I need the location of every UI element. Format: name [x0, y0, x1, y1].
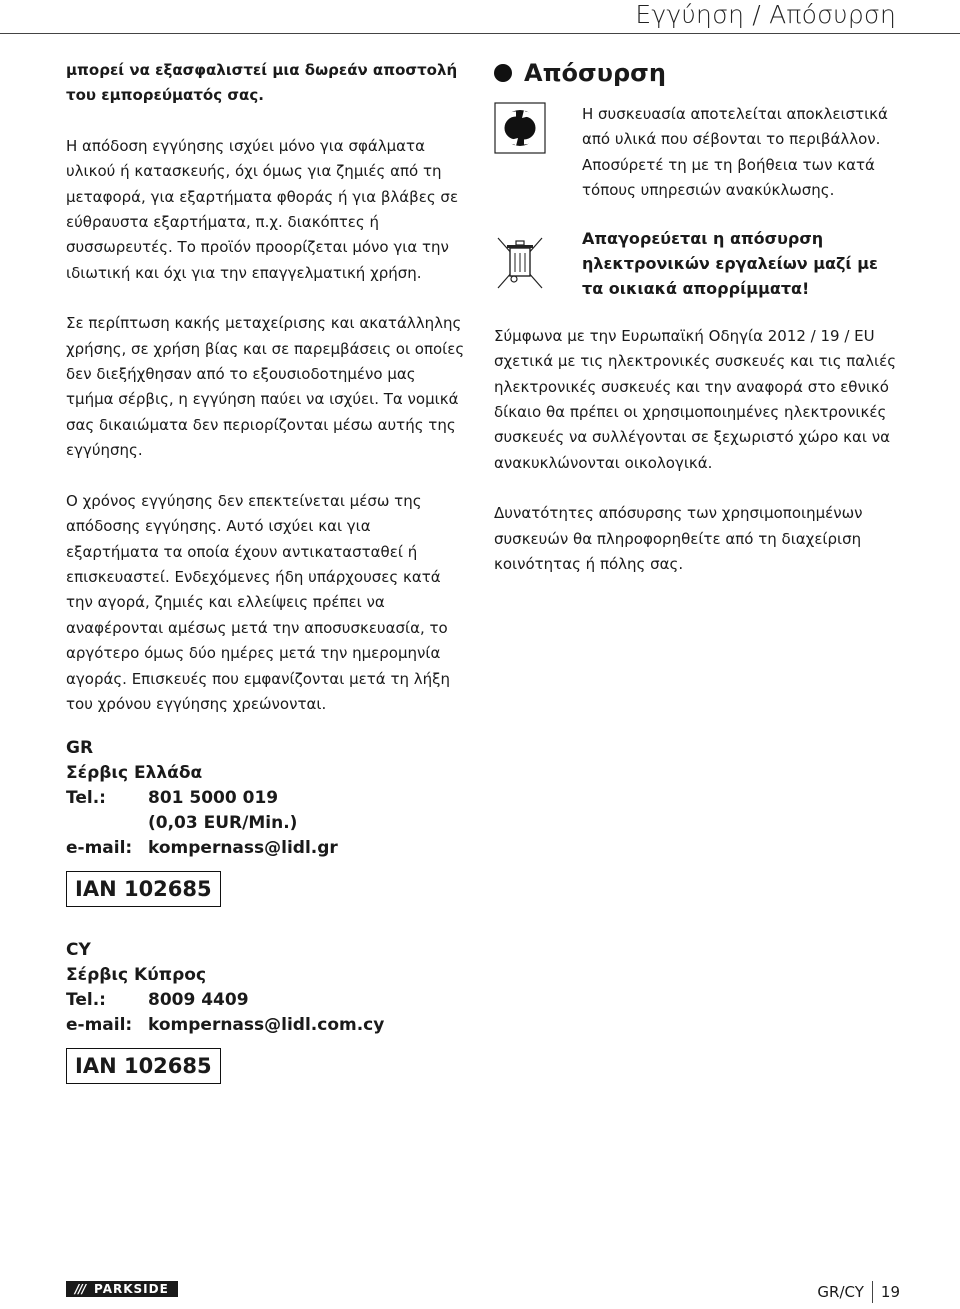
service-name: Σέρβις Κύπρος	[66, 965, 207, 985]
service-contact-cy	[66, 938, 426, 1084]
page-header-title: Εγγύηση / Απόσυρση	[635, 0, 896, 29]
heading-bullet-icon	[494, 64, 512, 82]
tel-value: 801 5000 019	[148, 788, 279, 808]
page-info	[817, 1281, 900, 1303]
service-name: Σέρβις Ελλάδα	[66, 763, 203, 783]
ian-number-box: IAN 102685	[66, 871, 221, 907]
email-value: kompernass@lidl.com.cy	[148, 1015, 385, 1035]
warranty-paragraph: μπορεί να εξασφαλιστεί μια δωρεάν αποστολή του εμπορεύματός σας.	[66, 61, 458, 105]
packaging-text: Η συσκευασία αποτελείται αποκλειστικά από υλικά που σέβονται το περιβάλλον. Αποσύρετέ τη με τη βοήθεια των κατά τόπους υπηρεσιών ανακύκλωσης.	[582, 105, 888, 200]
disposal-heading	[494, 58, 904, 88]
brand-logo: /// PARKSIDE	[66, 1281, 178, 1297]
warranty-paragraph: Ο χρόνος εγγύησης δεν επεκτείνεται μέσω της απόδοσης εγγύησης. Αυτό ισχύει και για εξαρτήματα τα οποία έχουν αντικατασταθεί ή επισκευαστεί. Ενδεχόμενες ήδη υπάρχουσες κατά την αγορά, ζημιές και ελλείψεις πρέπει να αναφέρονται αμέσως μετά την αποσυσκευασία, το αργότερο όμως δύο ημέρες μετά την ημερομηνία αγοράς. Επισκευές που εμφανίζονται μετά τη λήξη του χρόνου εγγύησης χρεώνονται.	[66, 491, 451, 713]
brand-name: PARKSIDE	[94, 1282, 169, 1296]
email-value: kompernass@lidl.gr	[148, 838, 338, 858]
tel-value: 8009 4409	[148, 990, 249, 1010]
disposal-paragraph: Δυνατότητες απόσυρσης των χρησιμοποιημένων συσκευών θα πληροφορηθείτε από τη διαχείριση κοινότητας ή πόλης σας.	[494, 504, 863, 574]
disposal-column	[494, 58, 904, 603]
country-code: CY	[66, 940, 91, 960]
green-dot-recycling-icon	[494, 102, 546, 204]
email-label: e-mail:	[66, 1015, 133, 1035]
page-number: 19	[880, 1283, 900, 1301]
disposal-heading-text: Απόσυρση	[524, 59, 666, 87]
crossed-bin-icon	[494, 226, 546, 302]
tel-label: Tel.:	[66, 990, 106, 1010]
service-contact-gr	[66, 736, 426, 907]
language-code: GR/CY	[817, 1283, 864, 1301]
packaging-row	[494, 102, 904, 204]
disposal-paragraph: Σύμφωνα με την Ευρωπαϊκή Οδηγία 2012 / 19 / EU σχετικά με τις ηλεκτρονικές συσκευές και τις παλιές ηλεκτρονικές συσκευές και την αναφορά στο εθνικό δίκαιο θα πρέπει οι χρησιμοποιημένες ηλεκτρονικές συσκευές να συλλέγονται σε ξεχωριστό χώρο και να ανακυκλώνονται οικολογικά.	[494, 326, 897, 472]
email-label: e-mail:	[66, 838, 133, 858]
tel-note: (0,03 EUR/Min.)	[148, 813, 298, 833]
country-code: GR	[66, 738, 94, 758]
weee-warning-text: Απαγορεύεται η απόσυρση ηλεκτρονικών εργαλείων μαζί με τα οικιακά απορρίμματα!	[582, 228, 878, 299]
page-info-divider	[872, 1281, 873, 1303]
warranty-column	[66, 58, 466, 742]
ian-number-box: IAN 102685	[66, 1048, 221, 1084]
weee-row	[494, 226, 904, 302]
header-divider	[0, 33, 960, 34]
tel-label: Tel.:	[66, 788, 106, 808]
warranty-paragraph: Σε περίπτωση κακής μεταχείρισης και ακατάλληλης χρήσης, σε χρήση βίας και σε παρεμβάσεις οι οποίες δεν διεξήχθησαν από το εξουσιοδοτημένο μας τμήμα σέρβις, η εγγύηση παύει να ισχύει. Τα νομικά σας δικαιώματα δεν περιορίζονται μέσω αυτής της εγγύησης.	[66, 314, 465, 460]
warranty-paragraph: Η απόδοση εγγύησης ισχύει μόνο για σφάλματα υλικού ή κατασκευής, όχι όμως για ζημιές από τη μεταφορά, για εξαρτήματα φθοράς ή για βλάβες σε εύθραυστα εξαρτήματα, π.χ. διακόπτες ή συσσωρευτές. Το προϊόν προορίζεται μόνο για την ιδιωτική και όχι για την επαγγελματική χρήση.	[66, 136, 459, 282]
